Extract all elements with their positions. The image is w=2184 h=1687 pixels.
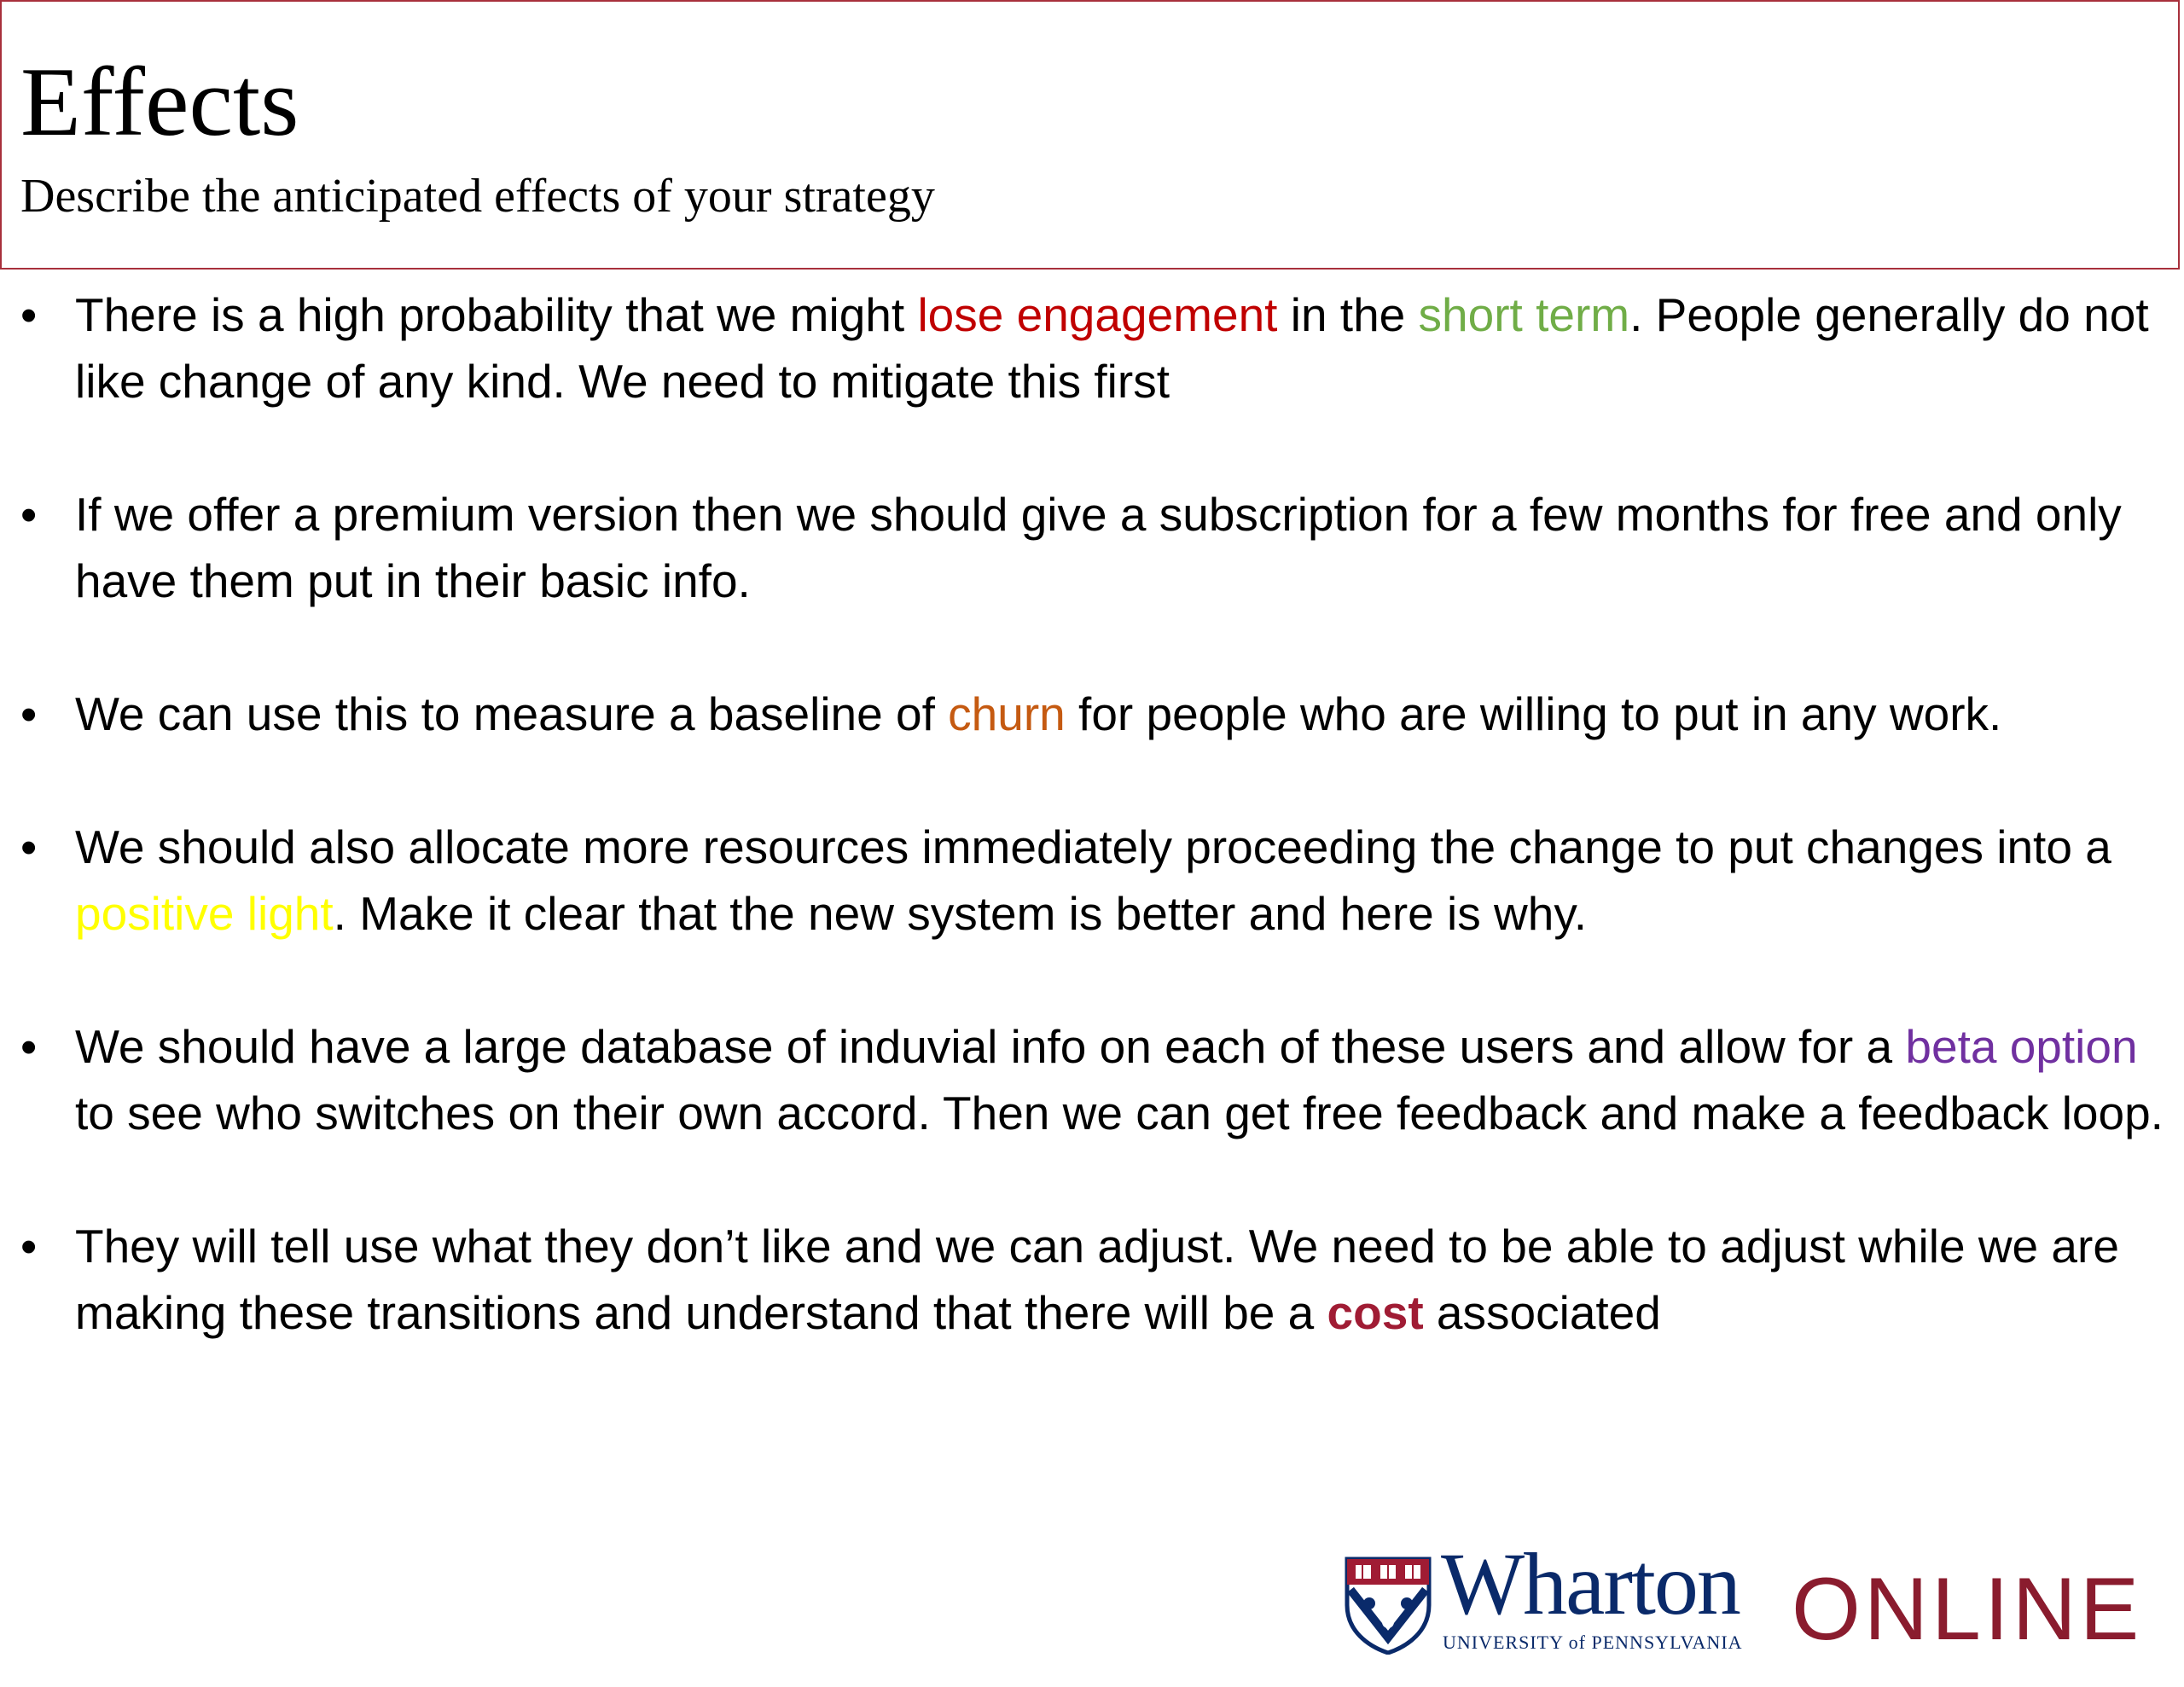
penn-shield-icon [1344, 1556, 1432, 1655]
bullet-item [0, 1213, 2184, 1346]
wharton-wordmark: Wharton [1441, 1535, 1740, 1633]
highlight-text: cost [1327, 1286, 1424, 1339]
bullet-list [0, 281, 2184, 1412]
bullet-item [0, 814, 2184, 947]
bullet-text: We should also allocate more resources immediately proceeding the change to put changes into a [75, 820, 2111, 873]
bullet-item [0, 481, 2184, 614]
bullet-text: If we offer a premium version then we should give a subscription for a few months for free and only have them put in their basic info. [75, 488, 2122, 607]
title-box [0, 0, 2180, 270]
slide-subtitle: Describe the anticipated effects of your strategy [20, 170, 935, 223]
highlight-text: positive light [75, 887, 334, 940]
highlight-text: lose engagement [917, 288, 1278, 341]
bullet-text: We can use this to measure a baseline of [75, 687, 949, 740]
bullet-text: to see who switches on their own accord. Then we can get free feedback and make a feedback loop. [75, 1087, 2164, 1139]
slide-title: Effects [20, 48, 299, 157]
bullet-text: in the [1277, 288, 1419, 341]
bullet-item [0, 281, 2184, 415]
university-label: UNIVERSITY of PENNSYLVANIA [1443, 1632, 1743, 1653]
bullet-text: for people who are willing to put in any work. [1065, 687, 2002, 740]
highlight-text: beta option [1905, 1020, 2138, 1073]
bullet-text: There is a high probability that we might [75, 288, 918, 341]
bullet-text: . Make it clear that the new system is better and here is why. [333, 887, 1588, 940]
online-label: ONLINE [1792, 1560, 2143, 1659]
bullet-item [0, 1013, 2184, 1146]
footer-branding [1344, 1535, 2171, 1659]
highlight-text: short term [1418, 288, 1630, 341]
highlight-text: churn [948, 687, 1066, 740]
bullet-text: . People generally do not like change of any kind. We need to mitigate this first [75, 288, 2149, 408]
bullet-text: We should have a large database of induvial info on each of these users and allow for a [75, 1020, 1906, 1073]
bullet-text: associated [1423, 1286, 1661, 1339]
bullet-item [0, 681, 2184, 747]
bullet-text: They will tell use what they don’t like and we can adjust. We need to be able to adjust while we are making these transitions and understand that there will be a [75, 1220, 2119, 1339]
